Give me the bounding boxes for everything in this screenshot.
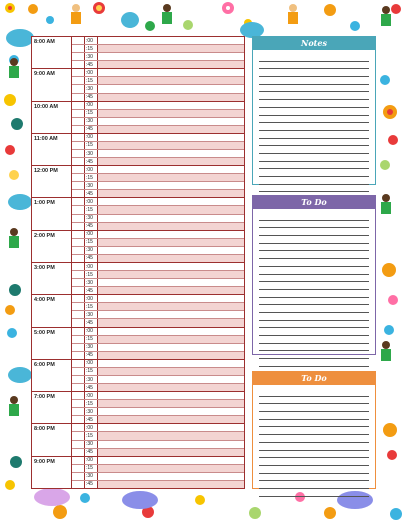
slot-entry-line[interactable] xyxy=(98,271,244,278)
minute-label: :00 xyxy=(84,102,98,109)
time-slot[interactable] xyxy=(72,384,244,391)
minute-label: :00 xyxy=(84,360,98,367)
ruled-line[interactable] xyxy=(259,54,369,62)
ruled-line[interactable] xyxy=(259,344,369,352)
minute-label: :15 xyxy=(84,271,98,278)
slot-entry-line[interactable] xyxy=(98,368,244,375)
minute-label: :30 xyxy=(84,215,98,222)
ruled-line[interactable] xyxy=(259,397,369,405)
ruled-line[interactable] xyxy=(259,443,369,451)
minute-label: :45 xyxy=(84,449,98,456)
ruled-line[interactable] xyxy=(259,328,369,336)
ruled-line[interactable] xyxy=(259,85,369,93)
todo-title-bottom: To Do xyxy=(253,372,375,385)
ruled-line[interactable] xyxy=(259,404,369,412)
minute-label: :15 xyxy=(84,336,98,343)
minute-label: :30 xyxy=(84,473,98,480)
time-slot[interactable] xyxy=(72,223,244,230)
time-slot[interactable] xyxy=(72,271,244,279)
time-slot[interactable] xyxy=(72,303,244,311)
hour-block xyxy=(32,134,244,166)
hour-block xyxy=(32,69,244,101)
hour-block xyxy=(32,360,244,392)
ruled-line[interactable] xyxy=(259,77,369,85)
time-slot[interactable] xyxy=(72,215,244,223)
minute-label: :45 xyxy=(84,61,98,68)
minute-label: :15 xyxy=(84,465,98,472)
slot-entry-line[interactable] xyxy=(98,263,244,270)
time-slot[interactable] xyxy=(72,441,244,449)
hour-block xyxy=(32,166,244,198)
minute-label: :30 xyxy=(84,53,98,60)
slot-entry-line[interactable] xyxy=(98,223,244,230)
hour-label: 9:00 PM xyxy=(32,457,72,488)
hour-label: 12:00 PM xyxy=(32,166,72,197)
ruled-line[interactable] xyxy=(259,62,369,70)
time-slot[interactable] xyxy=(72,449,244,456)
time-slot[interactable] xyxy=(72,166,244,174)
hour-label: 4:00 PM xyxy=(32,295,72,326)
notes-panel xyxy=(252,36,376,185)
time-slot[interactable] xyxy=(72,142,244,150)
ruled-line[interactable] xyxy=(259,100,369,108)
time-slot[interactable] xyxy=(72,255,244,262)
time-slot[interactable] xyxy=(72,158,244,165)
time-slot[interactable] xyxy=(72,126,244,133)
hour-label: 5:00 PM xyxy=(32,328,72,359)
hour-label: 6:00 PM xyxy=(32,360,72,391)
slot-entry-line[interactable] xyxy=(98,360,244,367)
ruled-line[interactable] xyxy=(259,154,369,162)
time-slot[interactable] xyxy=(72,344,244,352)
slot-entry-line[interactable] xyxy=(98,473,244,480)
slot-entry-line[interactable] xyxy=(98,416,244,423)
minute-label: :00 xyxy=(84,134,98,141)
ruled-line[interactable] xyxy=(259,221,369,229)
minute-label: :30 xyxy=(84,376,98,383)
time-slot[interactable] xyxy=(72,352,244,359)
time-slot[interactable] xyxy=(72,77,244,85)
slot-entry-line[interactable] xyxy=(98,384,244,391)
time-slot[interactable] xyxy=(72,376,244,384)
slot-entry-line[interactable] xyxy=(98,376,244,383)
ruled-line[interactable] xyxy=(259,116,369,124)
ruled-line[interactable] xyxy=(259,321,369,329)
slot-entry-line[interactable] xyxy=(98,150,244,157)
minute-label: :00 xyxy=(84,69,98,76)
ruled-line[interactable] xyxy=(259,169,369,177)
minute-label: :15 xyxy=(84,303,98,310)
hour-label: 3:00 PM xyxy=(32,263,72,294)
minute-label: :00 xyxy=(84,37,98,44)
minute-label: :30 xyxy=(84,85,98,92)
time-slot[interactable] xyxy=(72,263,244,271)
ruled-line[interactable] xyxy=(259,236,369,244)
slot-entry-line[interactable] xyxy=(98,118,244,125)
minute-label: :45 xyxy=(84,287,98,294)
todo-panel-top xyxy=(252,195,376,355)
hour-block xyxy=(32,102,244,134)
minute-label: :30 xyxy=(84,247,98,254)
slot-entry-line[interactable] xyxy=(98,77,244,84)
time-slot[interactable] xyxy=(72,416,244,423)
time-slot[interactable] xyxy=(72,190,244,197)
time-slot[interactable] xyxy=(72,61,244,68)
ruled-line[interactable] xyxy=(259,290,369,298)
slot-entry-line[interactable] xyxy=(98,69,244,76)
hour-label: 9:00 AM xyxy=(32,69,72,100)
slot-entry-line[interactable] xyxy=(98,279,244,286)
minute-label: :15 xyxy=(84,77,98,84)
hour-label: 2:00 PM xyxy=(32,231,72,262)
slot-entry-line[interactable] xyxy=(98,392,244,399)
minute-label: :30 xyxy=(84,150,98,157)
minute-label: :30 xyxy=(84,182,98,189)
minute-label: :00 xyxy=(84,198,98,205)
ruled-line[interactable] xyxy=(259,336,369,344)
time-slot[interactable] xyxy=(72,311,244,319)
ruled-line[interactable] xyxy=(259,412,369,420)
ruled-line[interactable] xyxy=(259,213,369,221)
slot-entry-line[interactable] xyxy=(98,328,244,335)
minute-label: :15 xyxy=(84,368,98,375)
slot-entry-line[interactable] xyxy=(98,400,244,407)
ruled-line[interactable] xyxy=(259,389,369,397)
slot-entry-line[interactable] xyxy=(98,37,244,44)
minute-label: :45 xyxy=(84,416,98,423)
time-slot[interactable] xyxy=(72,206,244,214)
minute-label: :45 xyxy=(84,319,98,326)
time-slot[interactable] xyxy=(72,408,244,416)
time-slot[interactable] xyxy=(72,473,244,481)
ruled-line[interactable] xyxy=(259,474,369,482)
time-slot[interactable] xyxy=(72,457,244,465)
ruled-line[interactable] xyxy=(259,427,369,435)
minute-label: :45 xyxy=(84,481,98,488)
slot-entry-line[interactable] xyxy=(98,424,244,431)
hour-block xyxy=(32,37,244,69)
slot-entry-line[interactable] xyxy=(98,311,244,318)
hour-block xyxy=(32,392,244,424)
minute-label: :00 xyxy=(84,457,98,464)
time-slot[interactable] xyxy=(72,53,244,61)
time-slot[interactable] xyxy=(72,465,244,473)
time-slot[interactable] xyxy=(72,424,244,432)
slot-entry-line[interactable] xyxy=(98,441,244,448)
time-slot[interactable] xyxy=(72,134,244,142)
slot-entry-line[interactable] xyxy=(98,336,244,343)
time-slot[interactable] xyxy=(72,432,244,440)
slot-entry-line[interactable] xyxy=(98,255,244,262)
slot-entry-line[interactable] xyxy=(98,481,244,488)
hour-label: 7:00 PM xyxy=(32,392,72,423)
minute-label: :00 xyxy=(84,166,98,173)
ruled-line[interactable] xyxy=(259,123,369,131)
minute-label: :45 xyxy=(84,126,98,133)
minute-label: :00 xyxy=(84,392,98,399)
time-slot[interactable] xyxy=(72,37,244,45)
slot-entry-line[interactable] xyxy=(98,449,244,456)
hour-block xyxy=(32,263,244,295)
hour-block xyxy=(32,457,244,488)
minute-label: :15 xyxy=(84,110,98,117)
minute-label: :30 xyxy=(84,311,98,318)
time-slot[interactable] xyxy=(72,102,244,110)
ruled-line[interactable] xyxy=(259,146,369,154)
time-slot[interactable] xyxy=(72,182,244,190)
slot-entry-line[interactable] xyxy=(98,142,244,149)
ruled-line[interactable] xyxy=(259,351,369,359)
ruled-line[interactable] xyxy=(259,259,369,267)
slot-entry-line[interactable] xyxy=(98,344,244,351)
minute-label: :15 xyxy=(84,45,98,52)
slot-entry-line[interactable] xyxy=(98,85,244,92)
slot-entry-line[interactable] xyxy=(98,352,244,359)
hour-block xyxy=(32,231,244,263)
time-slot[interactable] xyxy=(72,360,244,368)
time-slot[interactable] xyxy=(72,287,244,294)
minute-label: :45 xyxy=(84,255,98,262)
slot-entry-line[interactable] xyxy=(98,287,244,294)
time-slot[interactable] xyxy=(72,319,244,326)
notes-lines[interactable] xyxy=(253,50,375,200)
slot-entry-line[interactable] xyxy=(98,158,244,165)
minute-label: :45 xyxy=(84,94,98,101)
slot-entry-line[interactable] xyxy=(98,45,244,52)
minute-label: :30 xyxy=(84,344,98,351)
minute-label: :15 xyxy=(84,206,98,213)
slot-entry-line[interactable] xyxy=(98,215,244,222)
ruled-line[interactable] xyxy=(259,313,369,321)
time-slot[interactable] xyxy=(72,239,244,247)
slot-entry-line[interactable] xyxy=(98,61,244,68)
slot-entry-line[interactable] xyxy=(98,408,244,415)
ruled-line[interactable] xyxy=(259,162,369,170)
ruled-line[interactable] xyxy=(259,435,369,443)
minute-label: :15 xyxy=(84,400,98,407)
hour-block xyxy=(32,198,244,230)
ruled-line[interactable] xyxy=(259,420,369,428)
slot-entry-line[interactable] xyxy=(98,102,244,109)
minute-label: :45 xyxy=(84,352,98,359)
time-slot[interactable] xyxy=(72,118,244,126)
minute-label: :45 xyxy=(84,223,98,230)
minute-label: :00 xyxy=(84,263,98,270)
slot-entry-line[interactable] xyxy=(98,134,244,141)
minute-label: :00 xyxy=(84,295,98,302)
time-slot[interactable] xyxy=(72,392,244,400)
minute-label: :00 xyxy=(84,424,98,431)
slot-entry-line[interactable] xyxy=(98,174,244,181)
hour-block xyxy=(32,328,244,360)
slot-entry-line[interactable] xyxy=(98,190,244,197)
slot-entry-line[interactable] xyxy=(98,166,244,173)
time-slot[interactable] xyxy=(72,150,244,158)
ruled-line[interactable] xyxy=(259,139,369,147)
time-slot[interactable] xyxy=(72,368,244,376)
ruled-line[interactable] xyxy=(259,466,369,474)
ruled-line[interactable] xyxy=(259,282,369,290)
ruled-line[interactable] xyxy=(259,251,369,259)
time-slot[interactable] xyxy=(72,94,244,101)
time-slot[interactable] xyxy=(72,279,244,287)
hour-label: 8:00 PM xyxy=(32,424,72,455)
time-slot[interactable] xyxy=(72,295,244,303)
slot-entry-line[interactable] xyxy=(98,94,244,101)
minute-label: :45 xyxy=(84,190,98,197)
time-slot[interactable] xyxy=(72,231,244,239)
todo-lines-bottom[interactable] xyxy=(253,385,375,497)
slot-entry-line[interactable] xyxy=(98,182,244,189)
ruled-line[interactable] xyxy=(259,275,369,283)
hourly-schedule xyxy=(31,36,245,489)
time-slot[interactable] xyxy=(72,110,244,118)
ruled-line[interactable] xyxy=(259,481,369,489)
time-slot[interactable] xyxy=(72,174,244,182)
minute-label: :45 xyxy=(84,384,98,391)
notes-title: Notes xyxy=(253,37,375,50)
ruled-line[interactable] xyxy=(259,298,369,306)
time-slot[interactable] xyxy=(72,69,244,77)
slot-entry-line[interactable] xyxy=(98,198,244,205)
ruled-line[interactable] xyxy=(259,177,369,185)
ruled-line[interactable] xyxy=(259,228,369,236)
ruled-line[interactable] xyxy=(259,359,369,367)
minute-label: :15 xyxy=(84,174,98,181)
slot-entry-line[interactable] xyxy=(98,465,244,472)
slot-entry-line[interactable] xyxy=(98,319,244,326)
slot-entry-line[interactable] xyxy=(98,53,244,60)
ruled-line[interactable] xyxy=(259,244,369,252)
slot-entry-line[interactable] xyxy=(98,295,244,302)
ruled-line[interactable] xyxy=(259,305,369,313)
slot-entry-line[interactable] xyxy=(98,303,244,310)
minute-label: :45 xyxy=(84,158,98,165)
slot-entry-line[interactable] xyxy=(98,126,244,133)
minute-label: :15 xyxy=(84,432,98,439)
time-slot[interactable] xyxy=(72,400,244,408)
ruled-line[interactable] xyxy=(259,131,369,139)
slot-entry-line[interactable] xyxy=(98,239,244,246)
todo-title-top: To Do xyxy=(253,196,375,209)
hour-block xyxy=(32,295,244,327)
minute-label: :30 xyxy=(84,441,98,448)
ruled-line[interactable] xyxy=(259,267,369,275)
ruled-line[interactable] xyxy=(259,69,369,77)
time-slot[interactable] xyxy=(72,85,244,93)
slot-entry-line[interactable] xyxy=(98,231,244,238)
time-slot[interactable] xyxy=(72,198,244,206)
todo-lines-top[interactable] xyxy=(253,209,375,367)
time-slot[interactable] xyxy=(72,45,244,53)
minute-label: :00 xyxy=(84,231,98,238)
hour-label: 10:00 AM xyxy=(32,102,72,133)
todo-panel-bottom xyxy=(252,371,376,489)
hour-label: 8:00 AM xyxy=(32,37,72,68)
ruled-line[interactable] xyxy=(259,185,369,193)
minute-label: :00 xyxy=(84,328,98,335)
time-slot[interactable] xyxy=(72,481,244,488)
slot-entry-line[interactable] xyxy=(98,247,244,254)
minute-label: :30 xyxy=(84,408,98,415)
time-slot[interactable] xyxy=(72,336,244,344)
ruled-line[interactable] xyxy=(259,92,369,100)
minute-label: :15 xyxy=(84,142,98,149)
ruled-line[interactable] xyxy=(259,489,369,497)
slot-entry-line[interactable] xyxy=(98,457,244,464)
minute-label: :30 xyxy=(84,118,98,125)
ruled-line[interactable] xyxy=(259,458,369,466)
time-slot[interactable] xyxy=(72,328,244,336)
slot-entry-line[interactable] xyxy=(98,110,244,117)
slot-entry-line[interactable] xyxy=(98,432,244,439)
ruled-line[interactable] xyxy=(259,451,369,459)
slot-entry-line[interactable] xyxy=(98,206,244,213)
hour-block xyxy=(32,424,244,456)
time-slot[interactable] xyxy=(72,247,244,255)
hour-label: 11:00 AM xyxy=(32,134,72,165)
minute-label: :30 xyxy=(84,279,98,286)
ruled-line[interactable] xyxy=(259,108,369,116)
minute-label: :15 xyxy=(84,239,98,246)
hour-label: 1:00 PM xyxy=(32,198,72,229)
